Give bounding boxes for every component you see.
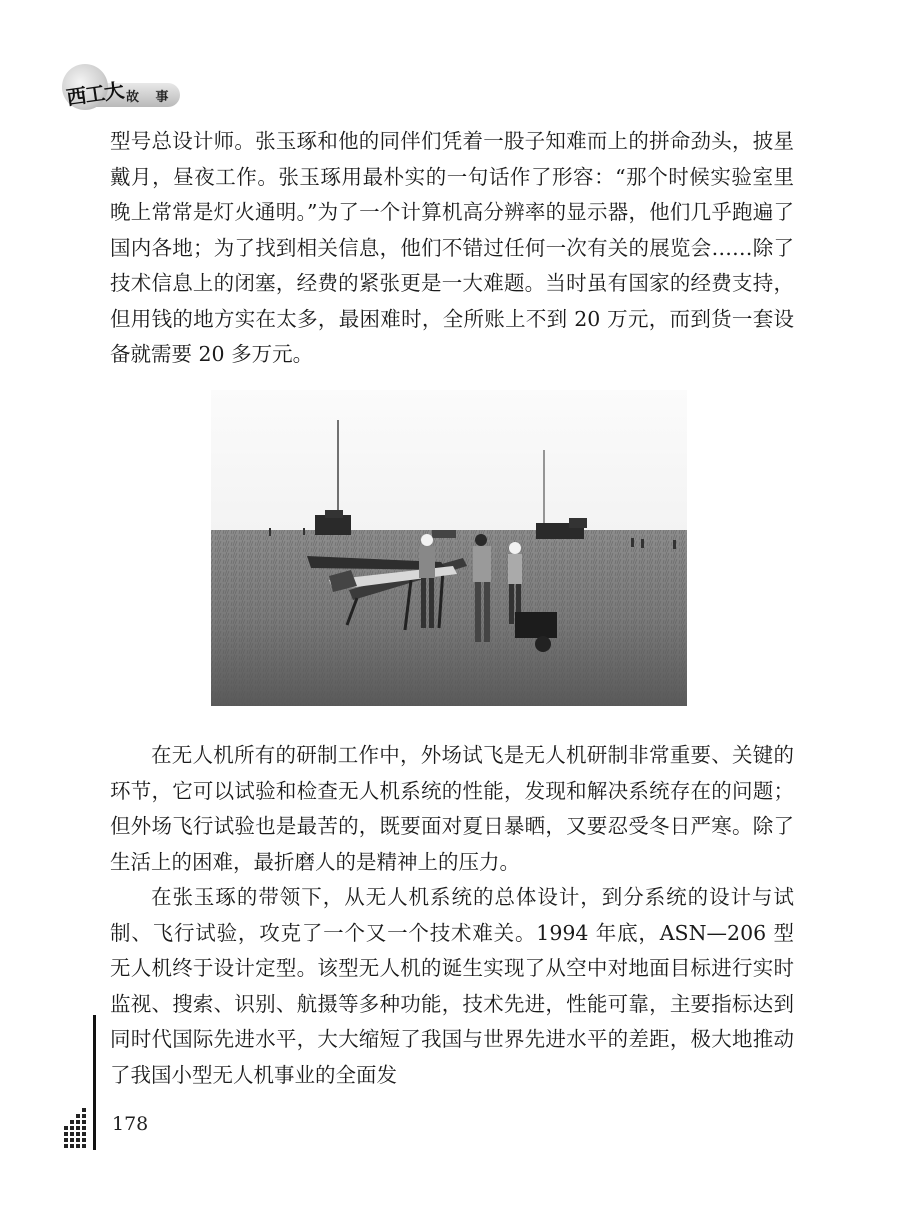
footer-rule [93,1015,96,1150]
paragraph-1: 型号总设计师。张玉琢和他的同伴们凭着一股子知难而上的拼命劲头，披星戴月，昼夜工作。张玉琢用最朴实的一句话作了形容：“那个时候实验室里晚上常常是灯火通明。”为了一个计算机高分辨率的显示器，他们几乎跑遍了国内各地；为了找到相关信息，他们不错过任何一次有关的展览会……除了技术信息上的闭塞，经费的紧张更是一大难题。当时虽有国家的经费支持，但用钱的地方实在太多，最困难时，全所账上不到 20 万元，而到货一套设备就需要 20 多万元。 [110,129,794,366]
logo-title: 西工大 [64,78,125,110]
footer-dot-grid [62,1108,88,1150]
page-number: 178 [112,1113,149,1135]
header-logo [62,64,180,114]
drone-launch-photo [211,390,687,706]
logo-subtitle: 故 事 [126,90,175,105]
paragraph-2: 在无人机所有的研制工作中，外场试飞是无人机研制非常重要、关键的环节，它可以试验和检查无人机系统的性能，发现和解决系统存在的问题；但外场飞行试验也是最苦的，既要面对夏日暴晒，又要忍受冬日严寒。除了生活上的困难，最折磨人的是精神上的压力。 [110,743,794,874]
paragraph-3: 在张玉琢的带领下，从无人机系统的总体设计，到分系统的设计与试制、飞行试验，攻克了一个又一个技术难关。1994 年底，ASN—206 型无人机终于设计定型。该型无人机的诞生实现了从空中对地面目标进行实时监视、搜索、识别、航摄等多种功能，技术先进，性能可靠，主要指标达到同时代国际先进水平，大大缩短了我国与世界先进水平的差距，极大地推动了我国小型无人机事业的全面发 [110,885,794,1087]
